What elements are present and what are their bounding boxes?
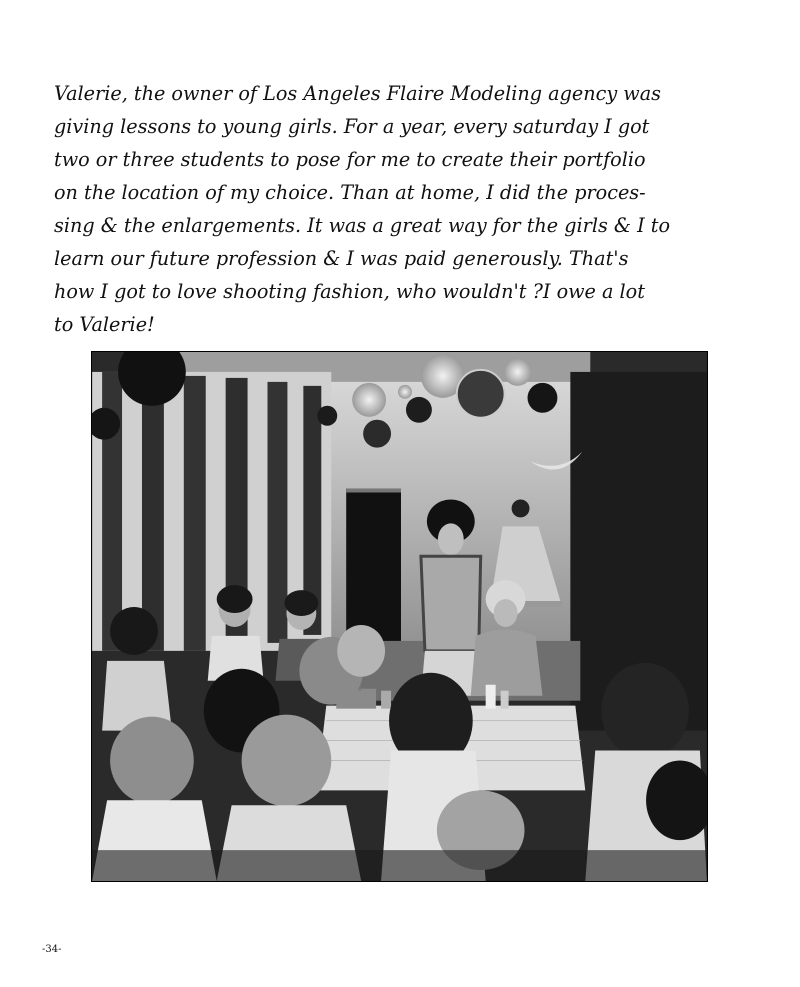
page-number: -34- — [42, 944, 62, 955]
text-line: learn our future profession & I was paid generously. That's — [54, 247, 629, 270]
classroom-photo — [91, 351, 708, 882]
text-line: Valerie, the owner of Los Angeles Flaire Modeling agency was — [54, 82, 661, 105]
photo-illustration — [92, 352, 707, 881]
narrative-text — [54, 77, 764, 341]
text-line: how I got to love shooting fashion, who wouldn't ?I owe a lot — [54, 280, 645, 303]
text-line: giving lessons to young girls. For a year, every saturday I got — [54, 115, 650, 138]
text-line: to Valerie! — [54, 313, 155, 336]
text-line: two or three students to pose for me to create their portfolio — [54, 148, 646, 171]
text-line: on the location of my choice. Than at home, I did the proces- — [54, 181, 646, 204]
text-line: sing & the enlargements. It was a great way for the girls & I to — [54, 214, 671, 237]
